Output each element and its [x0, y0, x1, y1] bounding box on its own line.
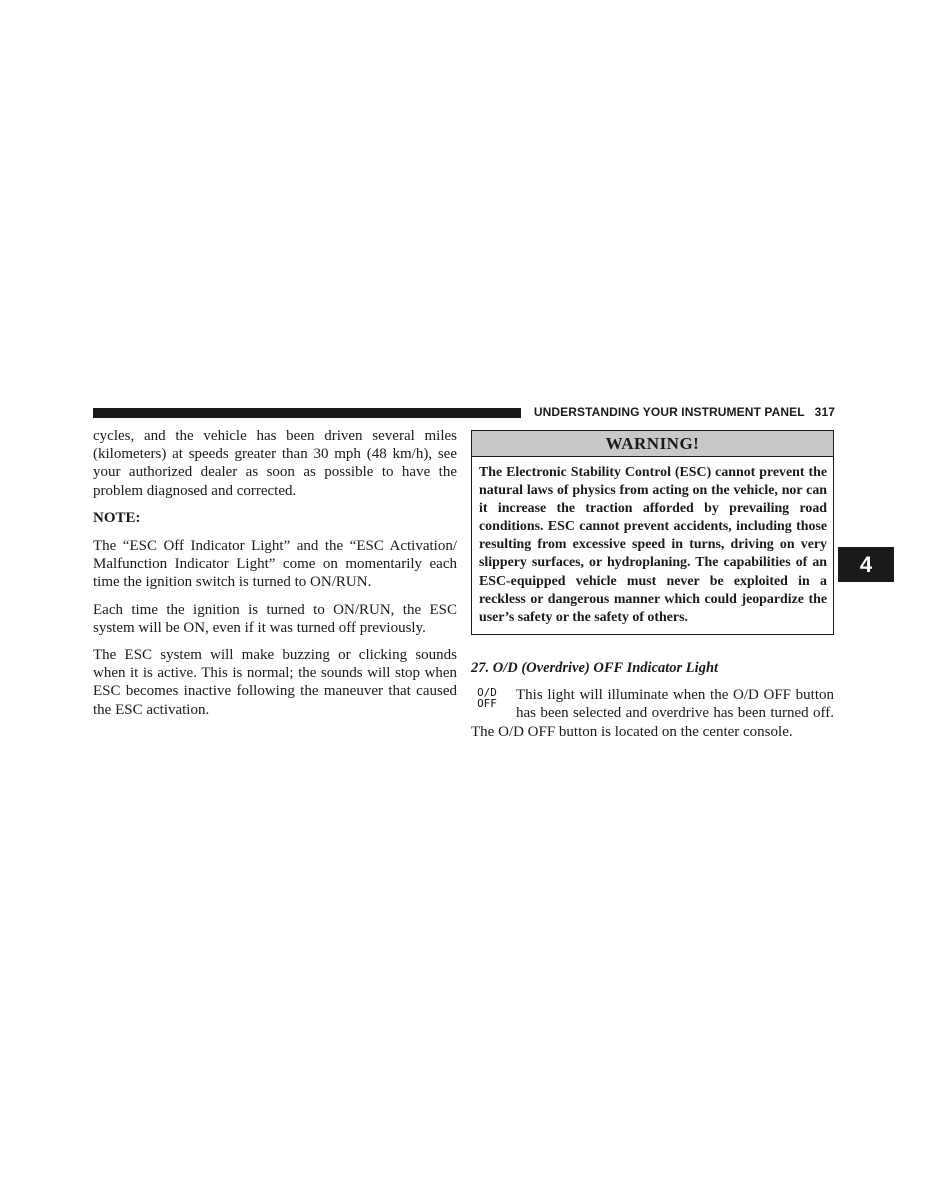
chapter-title: UNDERSTANDING YOUR INSTRUMENT PANEL [533, 405, 805, 419]
page-number: 317 [814, 405, 835, 419]
header-rule [93, 408, 521, 418]
section-text: This light will illuminate when the O/D OFF button has been selected and overdrive has been turned off. The O/D OFF button is located on the center console. [471, 687, 834, 740]
section-body [471, 686, 834, 741]
overdrive-off-icon: O/D OFF [477, 686, 497, 710]
paragraph: cycles, and the vehicle has been driven several miles (kilometers) at speeds greater than 30 mph (48 km/h), see your authorized dealer as soon as possible to have the problem diagnosed and corrected. [93, 428, 457, 499]
warning-box [471, 430, 834, 635]
paragraph: Each time the ignition is turned to ON/RUN, the ESC system will be ON, even if it was turned off previously. [93, 601, 457, 636]
left-column [93, 427, 457, 728]
warning-text: The Electronic Stability Control (ESC) cannot prevent the natural laws of physics from acting on the vehicle, nor can it increase the traction afforded by prevailing road conditions. ESC cannot prevent accidents, including those resulting from excessive speed in turns, driving on very slippery surfaces, or hydroplaning. The capabilities of an ESC-equipped vehicle must never be exploited in a reckless or dangerous manner which could jeopardize the user’s safety or the safety of others. [479, 465, 827, 625]
note-label: NOTE: [93, 509, 141, 526]
paragraph: The ESC system will make buzzing or clicking sounds when it is active. This is normal; the sounds will stop when ESC becomes inactive following the maneuver that caused the ESC activation. [93, 647, 457, 718]
chapter-tab: 4 [838, 547, 894, 582]
running-header [530, 405, 835, 419]
warning-title: WARNING! [472, 431, 833, 457]
paragraph: The “ESC Off Indicator Light” and the “ESC Activation/ Malfunction Indicator Light” come on momentarily each time the ignition switch is turned to ON/RUN. [93, 538, 457, 591]
section-heading: 27. O/D (Overdrive) OFF Indicator Light [471, 660, 719, 676]
